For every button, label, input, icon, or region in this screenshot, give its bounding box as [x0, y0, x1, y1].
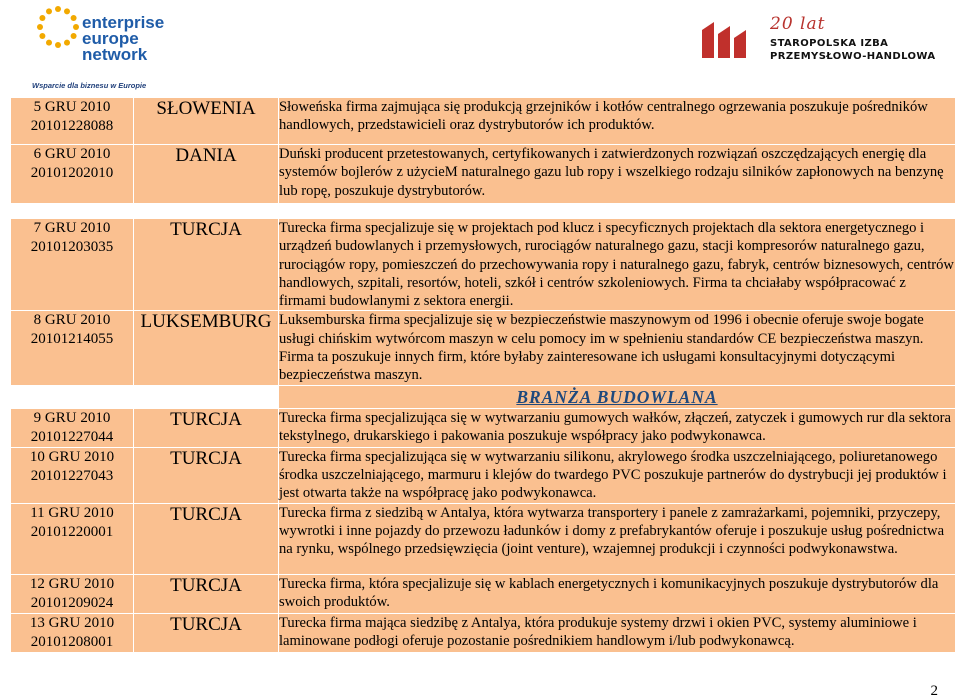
offer-country: DANIA [134, 145, 279, 204]
offer-description: Słoweńska firma zajmująca się produkcją grzejników i kotłów centralnego ogrzewania poszukuje pośredników handlowych, przedstawicieli oraz dystrybutorów ich produktów. [279, 98, 956, 145]
table-row [11, 145, 956, 204]
chamber-name-line-1: STAROPOLSKA IZBA [770, 38, 889, 49]
table-row [11, 311, 956, 385]
offer-date: 11 GRU 2010 [30, 504, 114, 521]
offer-country: SŁOWENIA [134, 98, 279, 145]
date-cell [11, 311, 134, 385]
offer-country: TURCJA [134, 219, 279, 311]
date-cell [11, 574, 134, 613]
banner-spacer [11, 385, 134, 408]
enterprise-europe-network-logo [28, 3, 168, 95]
offer-date: 12 GRU 2010 [29, 575, 115, 592]
een-tagline: Wsparcie dla biznesu w Europie [32, 81, 147, 90]
offer-description: Turecka firma z siedzibą w Antalya, która wytwarza transportery i panele z zamrażarkami, pojemniki, przyczepy, wywrotki i inne pojazdy do przewozu ładunków i domy z prefabrykantów oferuje i poszukuje usług pośrednictwa na rynku, wspólnego przedsięwzięcia (joint venture), wzajemnej produkcji i czynności podwykonawstwa. [279, 503, 956, 574]
chamber-mark-icon [700, 20, 754, 60]
star-circle-icon [36, 5, 80, 49]
een-word-2: europe [82, 29, 139, 48]
offer-date: 13 GRU 2010 [29, 614, 115, 631]
page-number: 2 [930, 683, 938, 699]
offer-date: 7 GRU 2010 [33, 220, 111, 236]
offers-table-1 [10, 97, 956, 204]
offer-country: TURCJA [134, 574, 279, 613]
offer-date: 8 GRU 2010 [33, 312, 111, 329]
date-cell [11, 613, 134, 652]
offer-ref: 20101227044 [30, 428, 114, 445]
chamber-years: 20 lat [770, 14, 826, 34]
offers-table-2 [10, 218, 956, 653]
offer-description: Turecka firma, która specjalizuje się w kablach energetycznych i komunikacyjnych poszukuje dystrybutorów dla swoich produktów. [279, 574, 956, 613]
offer-date: 5 GRU 2010 [33, 99, 111, 115]
date-cell [11, 219, 134, 311]
een-word-1: enterprise [82, 13, 165, 32]
offer-description: Luksemburska firma specjalizuje się w bezpieczeństwie maszynowym od 1996 i obecnie oferuje swoje bogate usługi chińskim wytwórcom maszyn w celu pomocy im w spełnieniu standardów CE bezpieczeństwa maszyn. Firma ta poszukuje innych firm, które byłaby zainteresowane ich usługami konsultacyjnymi dotyczącymi bezpieczeństwa maszyn. [279, 311, 956, 385]
offer-ref: 20101214055 [30, 331, 114, 348]
table-row [11, 447, 956, 503]
table-row [11, 503, 956, 574]
offer-country: TURCJA [134, 447, 279, 503]
banner-spacer [134, 385, 279, 408]
offer-description: Turecka firma specjalizuje się w projektach pod klucz i specyficznych projektach dla sektora energetycznego i urządzeń budowlanych i przemysłowych, rurociągów naturalnego gazu, stacji kompresorów naturalnego gazu, rurociągów ropy, pomieszczeń do przechowywania ropy i naturalnego gazu, fabryk, centrów biznesowych, centrów handlowych, szpitali, resortów, hoteli, szkół i centrów szkoleniowych. Firma ta chciałaby współpracować z firmami budowlanymi z sektora energii. [279, 220, 954, 310]
table-row [11, 408, 956, 447]
een-word-3: network [82, 45, 148, 64]
offer-ref: 20101208001 [30, 633, 114, 650]
offer-country: LUKSEMBURG [134, 311, 279, 385]
een-wordmark [82, 15, 164, 63]
offer-date: 10 GRU 2010 [29, 448, 115, 465]
offer-ref: 20101220001 [30, 523, 114, 540]
table-row [11, 613, 956, 652]
offer-description: Turecka firma specjalizująca się w wytwarzaniu silikonu, akrylowego środka uszczelniającego, poliuretanowego środka uszczelniającego, marmuru i klejów do twardego PVC poszukuje partnerów do dystrybucji jej produktów i jest otwarta także na współpracę jako podwykonawca. [279, 447, 956, 503]
section-banner: BRANŻA BUDOWLANA [279, 385, 956, 408]
offer-date: 9 GRU 2010 [33, 409, 111, 426]
offer-ref: 20101203035 [30, 239, 114, 255]
date-cell [11, 503, 134, 574]
offer-country: TURCJA [134, 613, 279, 652]
date-cell [11, 447, 134, 503]
offer-ref: 20101202010 [30, 165, 114, 181]
chamber-name-line-2: PRZEMYSŁOWO-HANDLOWA [770, 51, 936, 62]
offer-country: TURCJA [134, 503, 279, 574]
chamber-logo [690, 6, 940, 66]
date-cell [11, 145, 134, 204]
offer-ref: 20101209024 [30, 594, 114, 611]
offer-date: 6 GRU 2010 [33, 146, 111, 162]
offer-description: Duński producent przetestowanych, certyfikowanych i zatwierdzonych rozwiązań oszczędzających energię dla systemów bojlerów z użycieM naturalnego gazu lub ropy i wszelkiego rodzaju silników zapłonowych na benzynę lub ropę, poszukuje dystrybutorów. [279, 145, 956, 204]
offer-ref: 20101227043 [30, 467, 114, 484]
offer-ref: 20101228088 [30, 118, 114, 134]
section-banner-row [11, 385, 956, 408]
table-row [11, 98, 956, 145]
table-row [11, 219, 956, 311]
offer-description: Turecka firma specjalizująca się w wytwarzaniu gumowych wałków, złączeń, zatyczek i gumowych rur dla sektora tekstylnego, drukarskiego i pakowania poszukuje współpracy jako podwykonawca. [279, 408, 956, 447]
offer-description: Turecka firma mająca siedzibę z Antalya, która produkuje systemy drzwi i okien PVC, systemy aluminiowe i laminowane podłogi oferuje pozostanie pośrednikiem handlowym i/lub podwykonawcą. [279, 613, 956, 652]
date-cell [11, 408, 134, 447]
offer-country: TURCJA [134, 408, 279, 447]
date-cell [11, 98, 134, 145]
table-row [11, 574, 956, 613]
